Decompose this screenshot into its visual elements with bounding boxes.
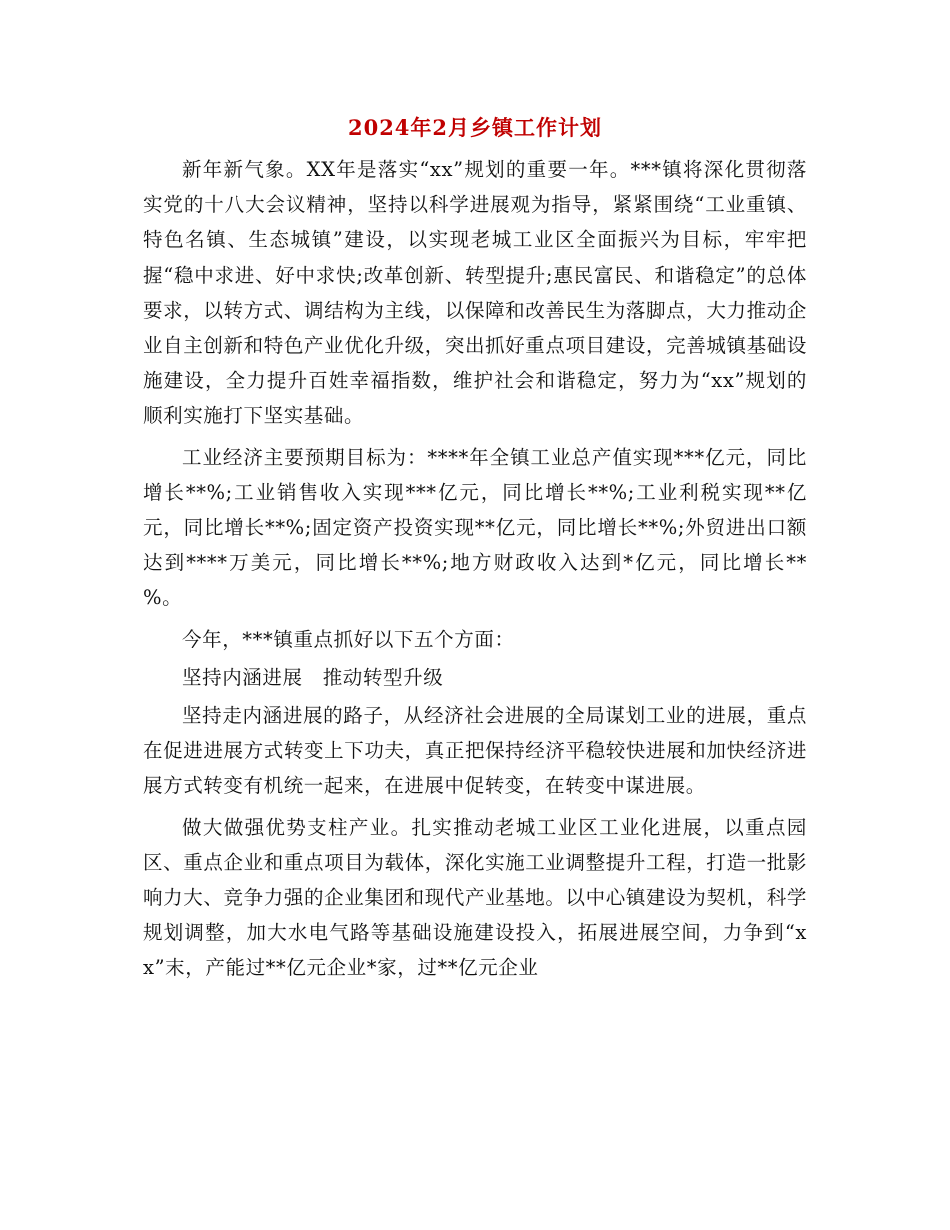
paragraph-connotation: 坚持走内涵进展的路子，从经济社会进展的全局谋划工业的进展，重点在促进进展方式转变上下功夫，真正把保持经济平稳较快进展和加快经济进展方式转变有机统一起来，在进展中促转变，在转变中谋进展。 bbox=[143, 704, 807, 798]
paragraph-targets: 工业经济主要预期目标为：****年全镇工业总产值实现***亿元，同比增长**%;工业销售收入实现***亿元，同比增长**%;工业利税实现**亿元，同比增长**%;固定资产投资实现**亿元，同比增长**%;外贸进出口额达到****万美元，同比增长**%;地方财政收入达到*亿元，同比增长** %。 bbox=[143, 445, 807, 610]
document-title: 2024年2月乡镇工作计划 bbox=[347, 115, 603, 140]
paragraph-five-aspects: 今年，***镇重点抓好以下五个方面： bbox=[182, 627, 515, 651]
section-heading: 坚持内涵进展 推动转型升级 bbox=[182, 665, 444, 689]
paragraph-pillar-industries: 做大做强优势支柱产业。扎实推动老城工业区工业化进展，以重点园区、重点企业和重点项目为载体，深化实施工业调整提升工程，打造一批影响力大、竞争力强的企业集团和现代产业基地。以中心镇建设为契机，科学规划调整，加大水电气路等基础设施建设投入，拓展进展空间，力争到“xx”末，产能过**亿元企业*家，过**亿元企业 bbox=[143, 815, 807, 980]
paragraph-intro: 新年新气象。XX年是落实“xx”规划的重要一年。***镇将深化贯彻落实党的十八大会议精神，坚持以科学进展观为指导，紧紧围绕“工业重镇、特色名镇、生态城镇”建设，以实现老城工业区全面振兴为目标，牢牢把握“稳中求进、好中求快;改革创新、转型提升;惠民富民、和谐稳定”的总体要求，以转方式、调结构为主线，以保障和改善民生为落脚点，大力推动企业自主创新和特色产业优化升级，突出抓好重点项目建设，完善城镇基础设施建设，全力提升百姓幸福指数，维护社会和谐稳定，努力为“xx”规划的顺利实施打下坚实基础。 bbox=[143, 158, 807, 428]
